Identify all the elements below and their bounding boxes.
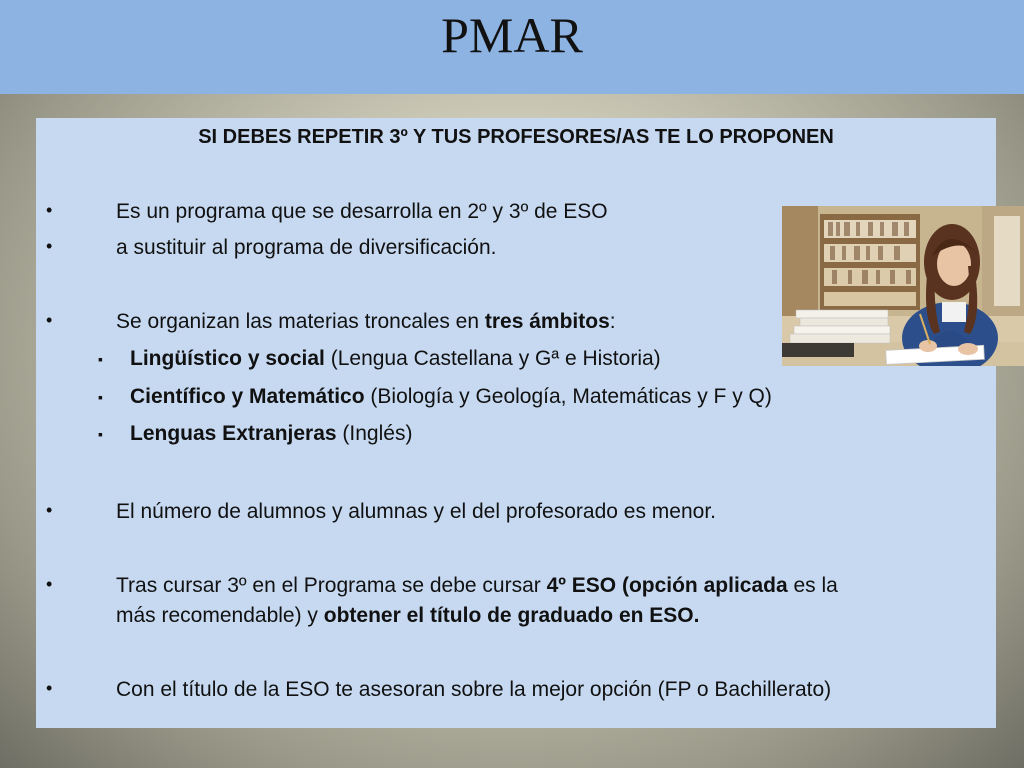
bullet-text: Se organizan las materias troncales en tres ámbitos:: [116, 310, 616, 333]
bullet-marker: •: [46, 500, 53, 520]
bullet-text: Es un programa que se desarrolla en 2º y 3º de ESO: [116, 200, 608, 223]
bullet-marker: •: [46, 236, 53, 256]
bullet-text: Tras cursar 3º en el Programa se debe cursar 4º ESO (opción aplicada es la: [116, 574, 838, 597]
slide-heading: SI DEBES REPETIR 3º Y TUS PROFESORES/AS TE LO PROPONEN: [198, 126, 834, 148]
student-studying-photo: [782, 206, 1024, 366]
title-bar: [0, 0, 1024, 94]
bullet-marker: •: [46, 310, 53, 330]
sub-bullet-text: Lingüístico y social (Lengua Castellana y Gª e Historia): [130, 347, 661, 370]
bullet-text: más recomendable) y obtener el título de graduado en ESO.: [116, 604, 700, 627]
square-bullet-icon: ▪: [98, 389, 103, 405]
bullet-marker: •: [46, 574, 53, 594]
slide-title: PMAR: [441, 7, 583, 63]
bullet-marker: •: [46, 200, 53, 220]
bullet-marker: •: [46, 678, 53, 698]
sub-bullet-text: Lenguas Extranjeras (Inglés): [130, 422, 413, 445]
square-bullet-icon: ▪: [98, 426, 103, 442]
bullet-text: a sustituir al programa de diversificación.: [116, 236, 497, 259]
bullet-text: El número de alumnos y alumnas y el del profesorado es menor.: [116, 500, 716, 523]
square-bullet-icon: ▪: [98, 351, 103, 367]
sub-bullet-text: Científico y Matemático (Biología y Geología, Matemáticas y F y Q): [130, 385, 772, 408]
bullet-text: Con el título de la ESO te asesoran sobre la mejor opción (FP o Bachillerato): [116, 678, 832, 701]
